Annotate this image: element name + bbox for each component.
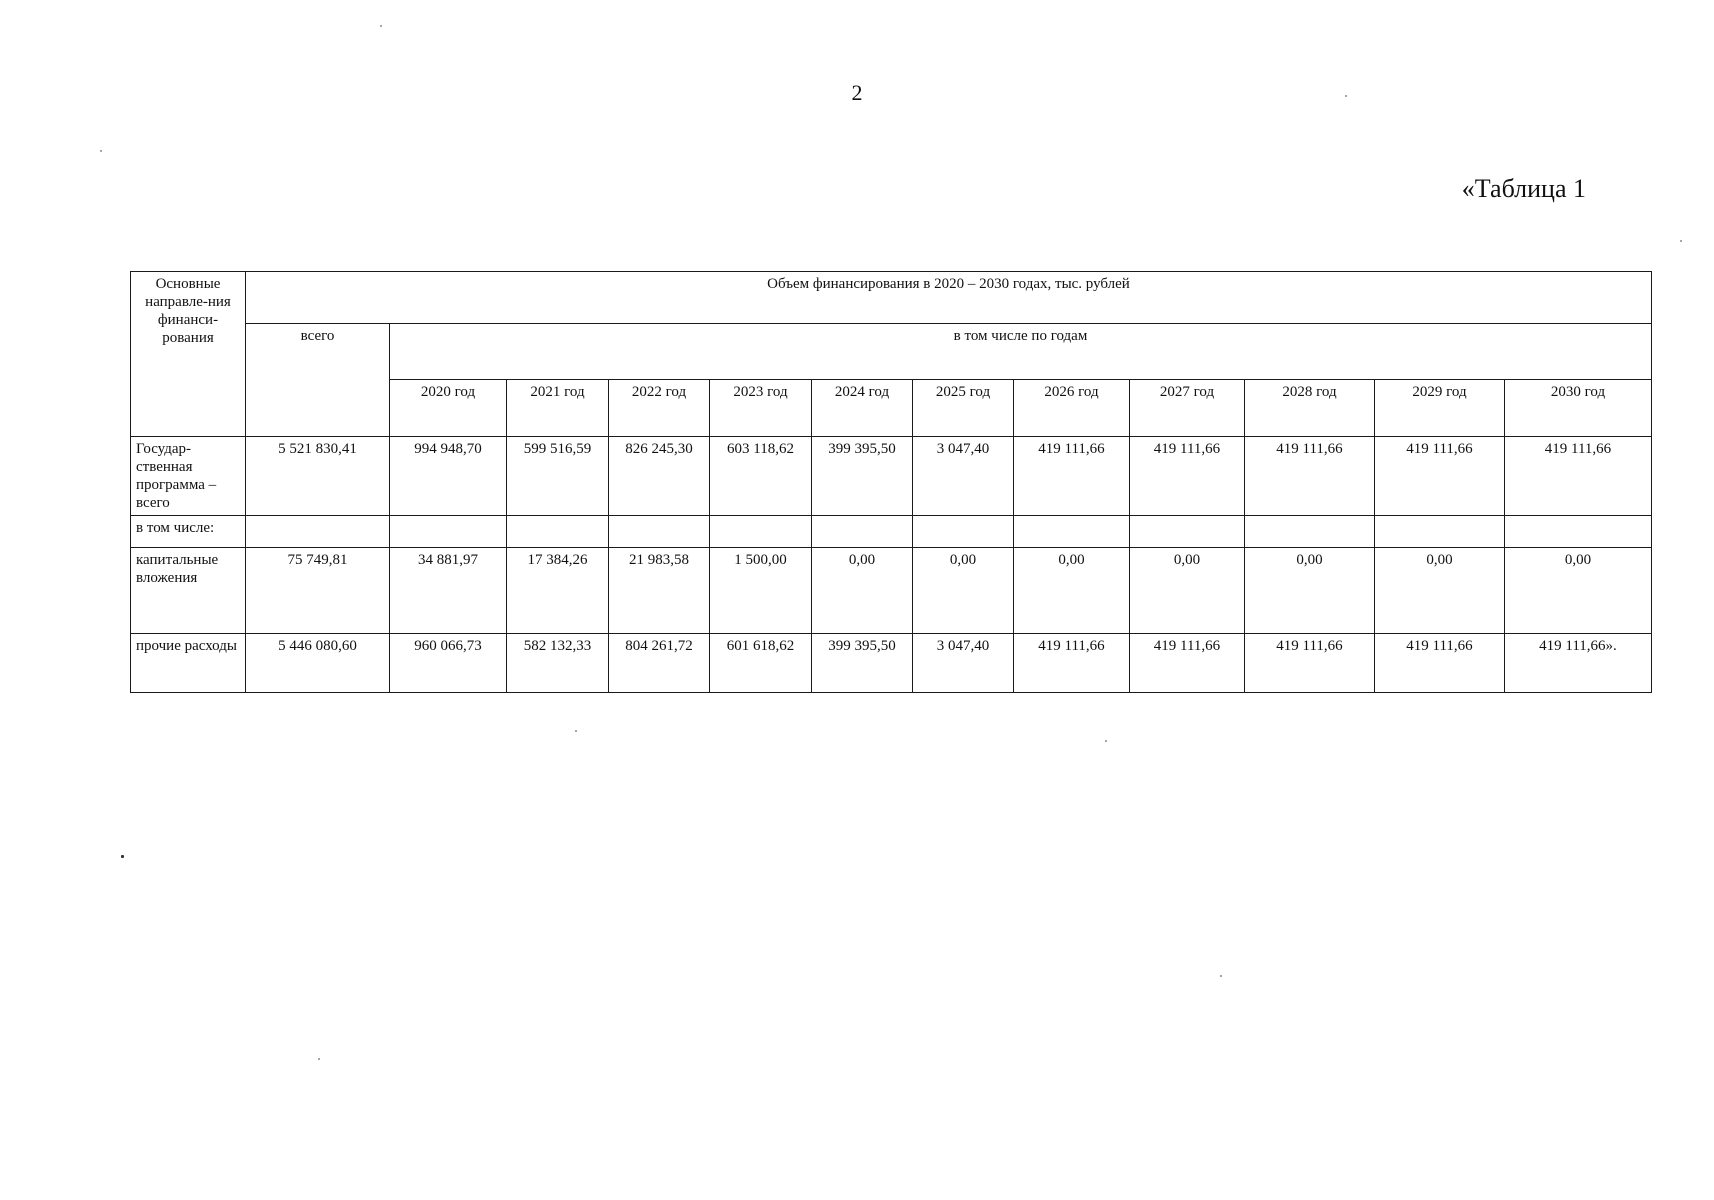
cell-value: 3 047,40 [913, 437, 1014, 516]
year-header: 2027 год [1130, 380, 1245, 437]
cell-value [913, 516, 1014, 548]
cell-value: 399 395,50 [812, 634, 913, 693]
scan-speck [318, 1058, 320, 1060]
cell-value: 419 111,66 [1505, 437, 1652, 516]
row-total: 5 521 830,41 [246, 437, 390, 516]
financing-table [130, 271, 1652, 693]
cell-value: 960 066,73 [390, 634, 507, 693]
cell-value: 599 516,59 [507, 437, 609, 516]
cell-value: 0,00 [1014, 548, 1130, 634]
cell-value [1245, 516, 1375, 548]
cell-value: 419 111,66 [1375, 634, 1505, 693]
cell-value: 0,00 [1505, 548, 1652, 634]
row-total: 75 749,81 [246, 548, 390, 634]
cell-value: 34 881,97 [390, 548, 507, 634]
cell-value: 0,00 [1245, 548, 1375, 634]
table-row-other-expenses [131, 634, 1652, 693]
row-total [246, 516, 390, 548]
cell-value [1014, 516, 1130, 548]
year-header: 2021 год [507, 380, 609, 437]
cell-value: 21 983,58 [609, 548, 710, 634]
cell-value [1130, 516, 1245, 548]
year-header: 2024 год [812, 380, 913, 437]
cell-value: 0,00 [1130, 548, 1245, 634]
row-label: Государ-ственная программа – всего [131, 437, 246, 516]
table-row-program-total [131, 437, 1652, 516]
cell-value [609, 516, 710, 548]
cell-value: 399 395,50 [812, 437, 913, 516]
year-header: 2030 год [1505, 380, 1652, 437]
cell-value: 994 948,70 [390, 437, 507, 516]
scan-speck [1220, 975, 1222, 977]
cell-value [390, 516, 507, 548]
table-caption: «Таблица 1 [1461, 174, 1586, 203]
cell-value: 419 111,66 [1014, 437, 1130, 516]
cell-value: 582 132,33 [507, 634, 609, 693]
scan-speck [1680, 240, 1682, 242]
header-row-1 [131, 272, 1652, 324]
cell-value: 603 118,62 [710, 437, 812, 516]
header-by-years: в том числе по годам [390, 324, 1652, 380]
page-number: 2 [851, 80, 863, 105]
scan-speck [1345, 95, 1347, 97]
year-header: 2025 год [913, 380, 1014, 437]
cell-value [507, 516, 609, 548]
cell-value: 419 111,66 [1130, 437, 1245, 516]
cell-value: 0,00 [913, 548, 1014, 634]
cell-value: 419 111,66 [1014, 634, 1130, 693]
year-header: 2026 год [1014, 380, 1130, 437]
cell-value: 1 500,00 [710, 548, 812, 634]
year-header: 2023 год [710, 380, 812, 437]
cell-value: 419 111,66 [1375, 437, 1505, 516]
cell-value: 804 261,72 [609, 634, 710, 693]
cell-value: 419 111,66 [1130, 634, 1245, 693]
year-header: 2020 год [390, 380, 507, 437]
cell-value [1505, 516, 1652, 548]
scan-speck [121, 855, 124, 858]
header-total: всего [246, 324, 390, 437]
header-directions: Основные направле-ния финанси-рования [131, 272, 246, 437]
scan-speck [100, 150, 102, 152]
table-row-capital-investments [131, 548, 1652, 634]
header-row-2 [131, 324, 1652, 380]
cell-value: 419 111,66». [1505, 634, 1652, 693]
year-header: 2022 год [609, 380, 710, 437]
cell-value: 419 111,66 [1245, 437, 1375, 516]
cell-value: 419 111,66 [1245, 634, 1375, 693]
cell-value [710, 516, 812, 548]
cell-value: 17 384,26 [507, 548, 609, 634]
row-label: в том числе: [131, 516, 246, 548]
cell-value: 601 618,62 [710, 634, 812, 693]
cell-value: 0,00 [812, 548, 913, 634]
table-row-including [131, 516, 1652, 548]
scan-speck [380, 25, 382, 27]
cell-value [812, 516, 913, 548]
cell-value [1375, 516, 1505, 548]
scan-speck [575, 730, 577, 732]
cell-value: 826 245,30 [609, 437, 710, 516]
row-label: капитальные вложения [131, 548, 246, 634]
row-label: прочие расходы [131, 634, 246, 693]
cell-value: 0,00 [1375, 548, 1505, 634]
cell-value: 3 047,40 [913, 634, 1014, 693]
year-header: 2029 год [1375, 380, 1505, 437]
scan-speck [1105, 740, 1107, 742]
row-total: 5 446 080,60 [246, 634, 390, 693]
year-header: 2028 год [1245, 380, 1375, 437]
header-volume: Объем финансирования в 2020 – 2030 годах, тыс. рублей [246, 272, 1652, 324]
